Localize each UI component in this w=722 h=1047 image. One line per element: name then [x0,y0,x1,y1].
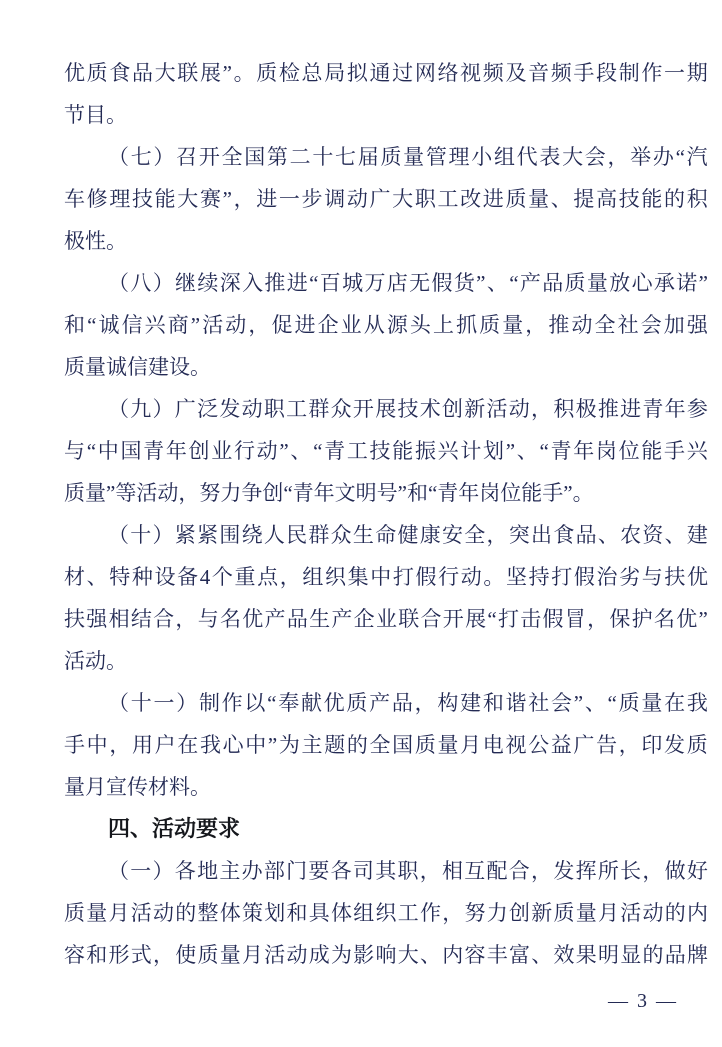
document-body [64,52,708,976]
text-line: 材 、 特 种 设 备 4 个 重 点 ， 组 织 集 中 打 假 行 动 。 坚 持 打 假 治 劣 与 扶 优 [64,565,708,589]
text-line: （ 八 ） 继 续 深 入 推 进 “ 百 城 万 店 无 假 货 ” 、 “ 产 品 质 量 放 心 承 诺 ” [108,271,708,295]
text-line: 容 和 形 式 ， 使 质 量 月 活 动 成 为 影 响 大 、 内 容 丰 富 、 效 果 明 显 的 品 牌 [64,943,708,967]
text-line: （ 十 一 ） 制 作 以 “ 奉 献 优 质 产 品 ， 构 建 和 谐 社 会 ” 、 “ 质 量 在 我 [108,691,708,715]
text-line: 量月宣传材料。 [64,775,211,799]
text-line: 扶 强 相 结 合 ， 与 名 优 产 品 生 产 企 业 联 合 开 展 “ 打 击 假 冒 ， 保 护 名 优 ” [64,607,708,631]
section-heading: 四、活动要求 [108,816,241,841]
text-line: 车 修 理 技 能 大 赛 ” ， 进 一 步 调 动 广 大 职 工 改 进 质 量 、 提 高 技 能 的 积 [64,187,708,211]
text-line: （ 十 ） 紧 紧 围 绕 人 民 群 众 生 命 健 康 安 全 ， 突 出 食 品 、 农 资 、 建 [108,523,708,547]
text-line: （ 一 ） 各 地 主 办 部 门 要 各 司 其 职 ， 相 互 配 合 ， 发 挥 所 长 ， 做 好 [108,859,708,883]
text-line: 手 中 ， 用 户 在 我 心 中 ” 为 主 题 的 全 国 质 量 月 电 视 公 益 广 告 ， 印 发 质 [64,733,708,757]
text-line: 活动。 [64,649,127,673]
text-line: 质量”等活动，努力争创“青年文明号”和“青年岗位能手”。 [64,481,594,505]
page-number: — 3 — [608,990,678,1012]
text-line: 和 “ 诚 信 兴 商 ” 活 动 ， 促 进 企 业 从 源 头 上 抓 质 量 ， 推 动 全 社 会 加 强 [64,313,708,337]
text-line: （ 七 ） 召 开 全 国 第 二 十 七 届 质 量 管 理 小 组 代 表 大 会 ， 举 办 “ 汽 [108,145,708,169]
text-line: 节目。 [64,103,127,127]
text-line: 优 质 食 品 大 联 展 ” 。 质 检 总 局 拟 通 过 网 络 视 频 及 音 频 手 段 制 作 一 期 [64,61,708,85]
text-line: 质量诚信建设。 [64,355,211,379]
text-line: （ 九 ） 广 泛 发 动 职 工 群 众 开 展 技 术 创 新 活 动 ， 积 极 推 进 青 年 参 [108,397,708,421]
text-line: 质 量 月 活 动 的 整 体 策 划 和 具 体 组 织 工 作 ， 努 力 创 新 质 量 月 活 动 的 内 [64,901,708,925]
text-line: 极性。 [64,229,127,253]
text-line: 与 “ 中 国 青 年 创 业 行 动 ” 、 “ 青 工 技 能 振 兴 计 划 ” 、 “ 青 年 岗 位 能 手 兴 [64,439,708,463]
